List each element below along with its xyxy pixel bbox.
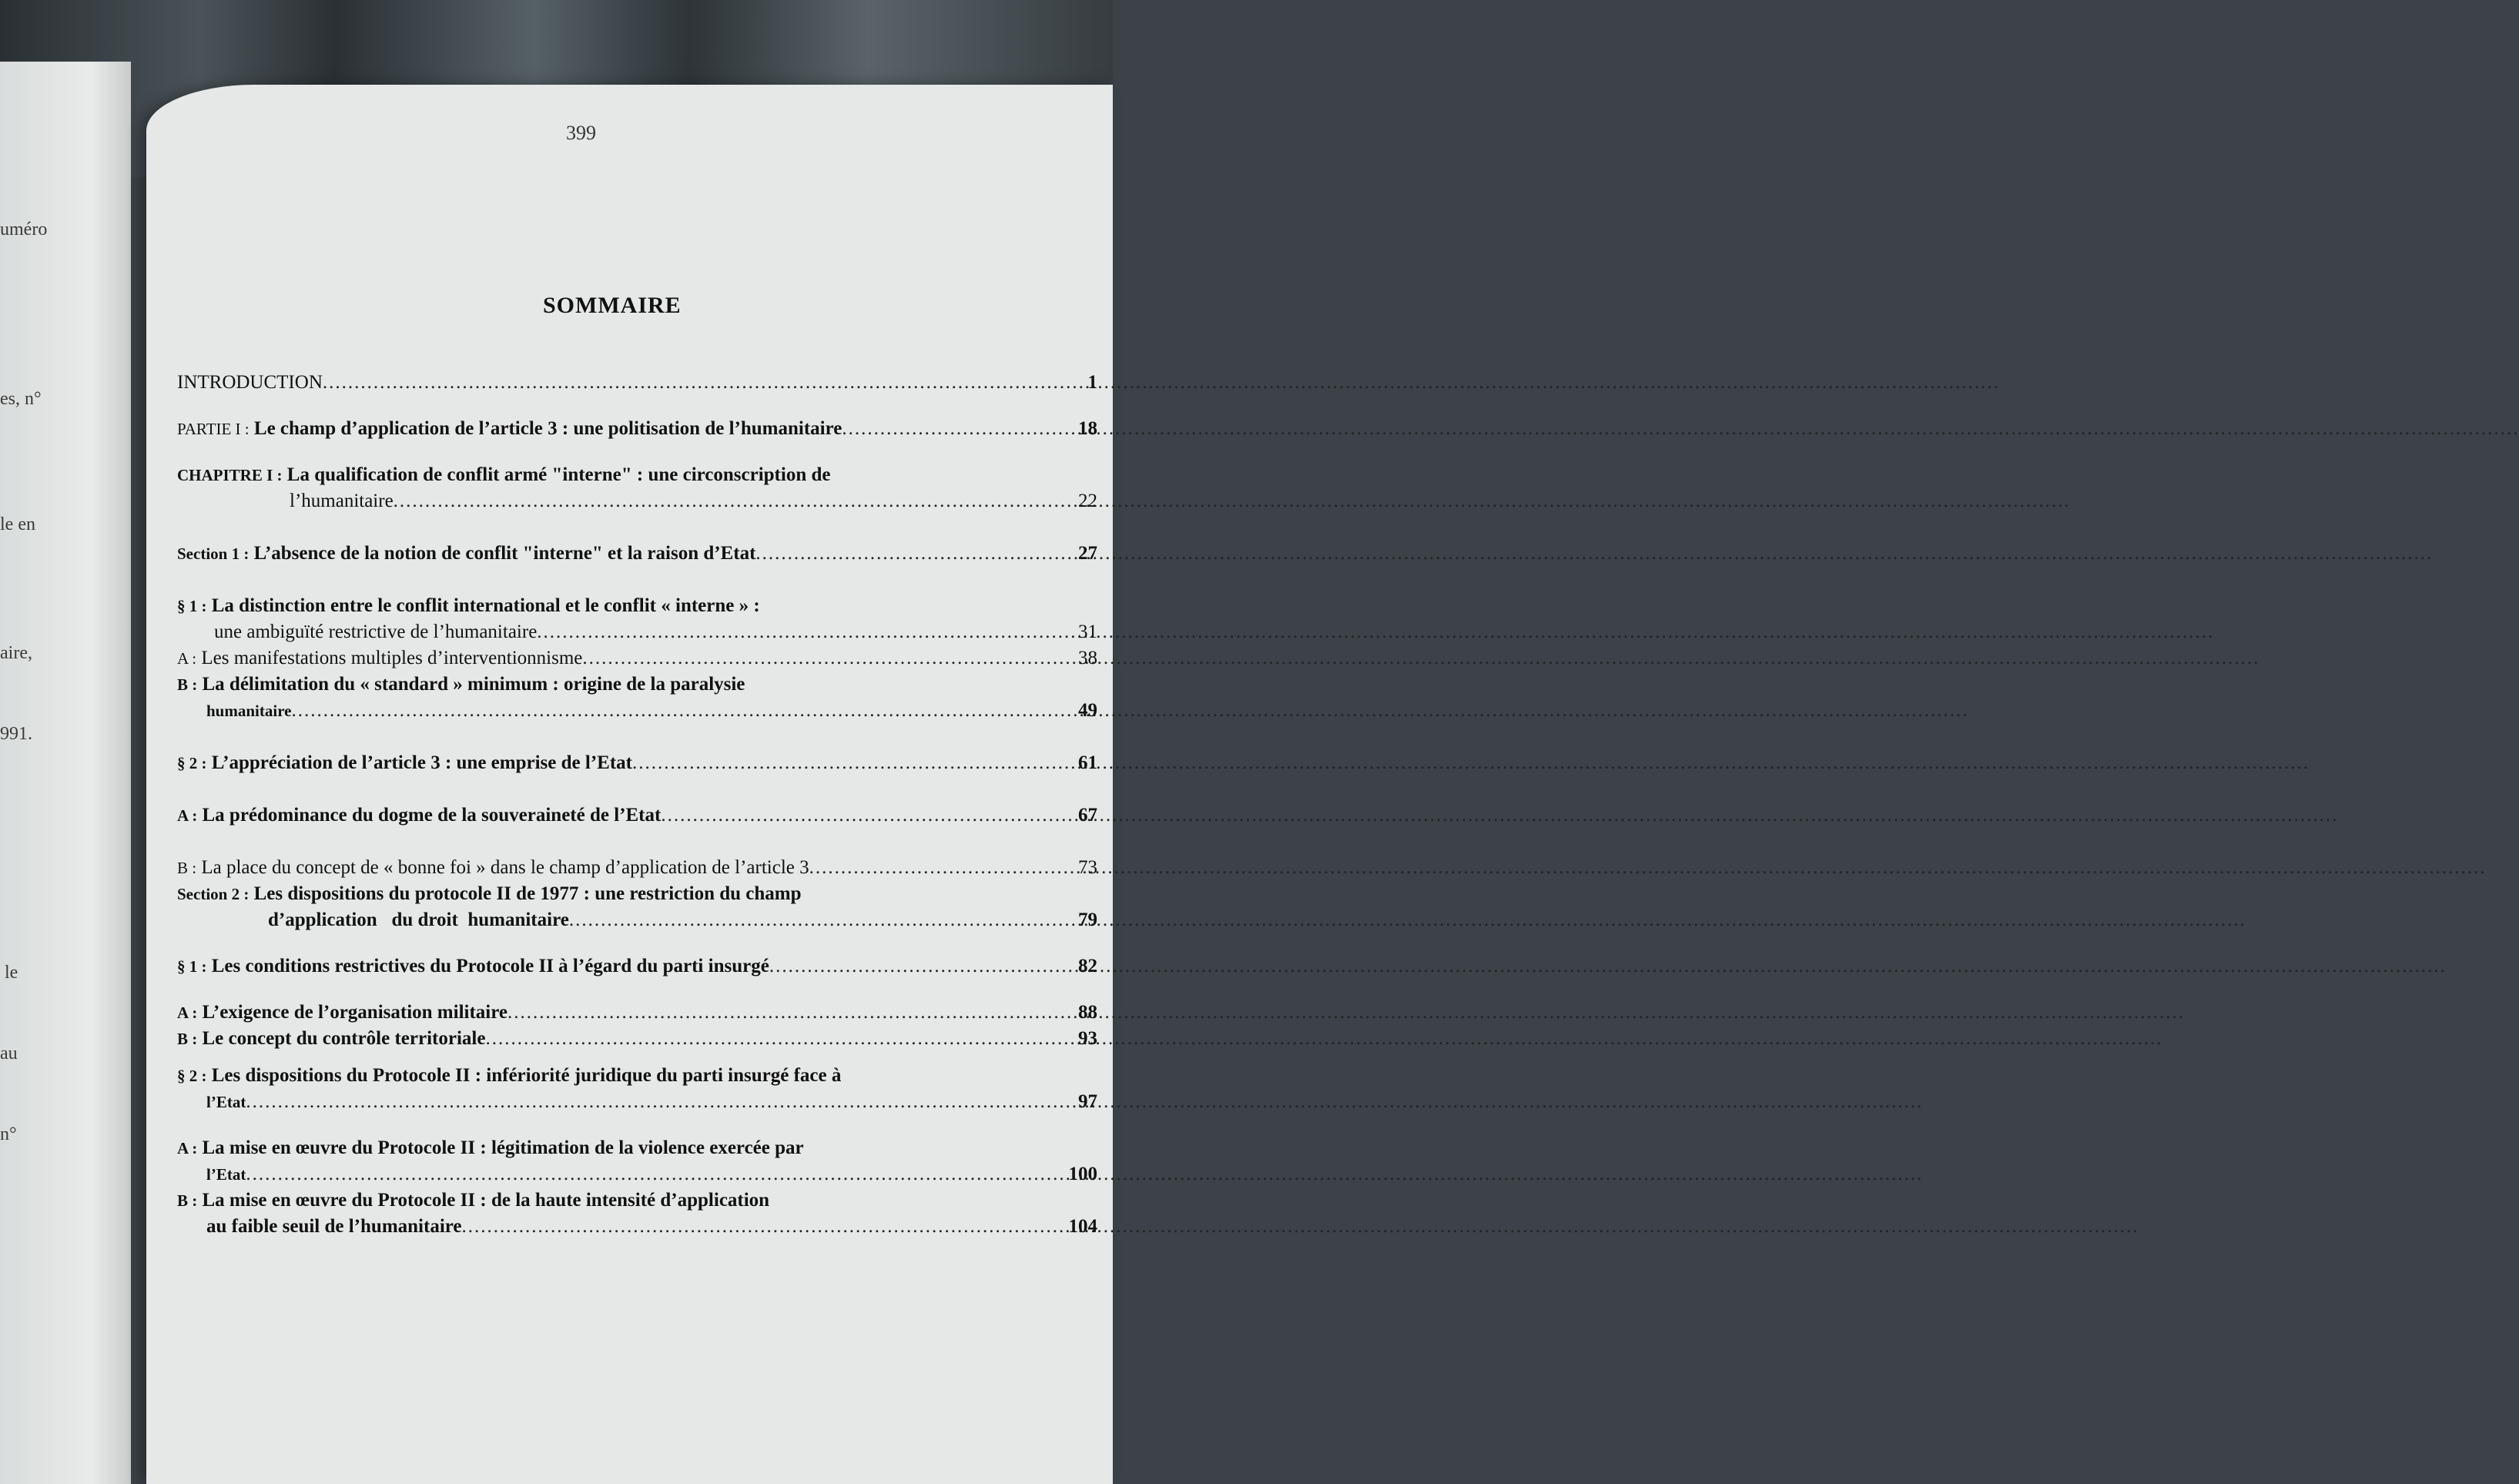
- left-page-fragment: uméro: [0, 219, 48, 240]
- toc-entry-s1-p2-a: A : La prédominance du dogme de la souveraineté de l’Etat ..... 67: [177, 802, 1097, 829]
- leader-dots: [291, 698, 1074, 724]
- left-page-fragment: n°: [0, 1124, 17, 1144]
- toc-entry-introduction: INTRODUCTION ..... 1: [177, 370, 1097, 396]
- leader-dots: [394, 488, 1074, 514]
- leader-dots: [809, 855, 1074, 881]
- page-number: 399: [566, 122, 596, 144]
- toc-page-number: 82: [1078, 956, 1097, 976]
- toc-entry-s1-p2-b: B : La place du concept de « bonne foi » dans le champ d’application de l’article 3 ..... 73: [177, 855, 1097, 881]
- toc-page-number: 22: [1078, 491, 1097, 511]
- toc-entry-s2-p2-a-cont: l’Etat ..... 100: [177, 1161, 1097, 1188]
- left-page-fragment: le: [5, 963, 18, 983]
- toc-entry-s1-p1-a: A : Les manifestations multiples d’interventionnisme ..... 38: [177, 645, 1097, 672]
- left-page-fragment: aire,: [0, 643, 32, 663]
- leader-dots: [569, 907, 1074, 933]
- toc-page-number: 38: [1078, 648, 1097, 668]
- table-of-contents: [177, 370, 1097, 1240]
- toc-page-number: 97: [1078, 1091, 1097, 1112]
- toc-page-number: 104: [1068, 1216, 1097, 1237]
- toc-page-number: 73: [1078, 857, 1097, 878]
- left-page-fragment: au: [0, 1043, 18, 1064]
- toc-entry-s2-p2-a: A : La mise en œuvre du Protocole II : légitimation de la violence exercée par: [177, 1137, 804, 1158]
- leader-dots: [755, 541, 1074, 567]
- toc-entry-s2-p2-b-cont: au faible seuil de l’humanitaire ..... 104: [177, 1214, 1097, 1240]
- toc-page-number: 31: [1078, 621, 1097, 642]
- leader-dots: [246, 1161, 1064, 1188]
- left-page-fragment: es, n°: [0, 389, 42, 409]
- left-page-fragment: le en: [0, 514, 35, 534]
- toc-entry-s1-p1-b: B : La délimitation du « standard » minimum : origine de la paralysie: [177, 674, 745, 695]
- toc-page-number: 67: [1078, 805, 1097, 826]
- leader-dots: [661, 802, 1074, 829]
- toc-entry-partie-1: PARTIE I : Le champ d’application de l’article 3 : une politisation de l’humanitaire ..... 18: [177, 416, 1097, 442]
- toc-page-number: 61: [1078, 752, 1097, 773]
- toc-page-number: 27: [1078, 543, 1097, 564]
- leader-dots: [632, 750, 1074, 776]
- previous-page: [0, 62, 131, 1484]
- toc-entry-section-2: Section 2 : Les dispositions du protocole II de 1977 : une restriction du champ: [177, 883, 802, 904]
- leader-dots: [842, 416, 1074, 442]
- toc-entry-s2-p2-b: B : La mise en œuvre du Protocole II : de la haute intensité d’application: [177, 1190, 770, 1211]
- toc-page-number: 93: [1078, 1028, 1097, 1049]
- toc-page-number: 79: [1078, 909, 1097, 930]
- toc-page-number: 18: [1078, 418, 1097, 439]
- leader-dots: [246, 1089, 1074, 1115]
- leader-dots: [769, 953, 1074, 980]
- toc-entry-chapitre-1-cont: l’humanitaire ..... 22: [177, 488, 1097, 514]
- toc-page-number: 100: [1068, 1164, 1097, 1184]
- toc-entry-s2-paragraph-1: § 1 : Les conditions restrictives du Protocole II à l’égard du parti insurgé ..... 82: [177, 953, 1097, 980]
- toc-entry-section-1: Section 1 : L’absence de la notion de conflit "interne" et la raison d’Etat ..... 27: [177, 541, 1097, 567]
- toc-entry-s1-paragraph-2: § 2 : L’appréciation de l’article 3 : une emprise de l’Etat ..... 61: [177, 750, 1097, 776]
- toc-entry-section-2-cont: d’application du droit humanitaire ..... 79: [177, 907, 1097, 933]
- leader-dots: [485, 1026, 1074, 1052]
- toc-page-number: 49: [1078, 700, 1097, 721]
- page-title: SOMMAIRE: [543, 293, 682, 318]
- toc-entry-s1-p1-b-cont: humanitaire ..... 49: [177, 698, 1097, 724]
- leader-dots: [537, 619, 1074, 645]
- toc-entry-s1-paragraph-1-cont: une ambiguïté restrictive de l’humanitaire ..... 31: [177, 619, 1097, 645]
- toc-entry-s2-p1-a: A : L’exigence de l’organisation militaire ..... 88: [177, 1000, 1097, 1026]
- toc-entry-chapitre-1: CHAPITRE I : La qualification de conflit armé "interne" : une circonscription de: [177, 464, 831, 485]
- leader-dots: [462, 1214, 1064, 1240]
- book-page: [146, 85, 1113, 1484]
- toc-entry-s2-paragraph-2: § 2 : Les dispositions du Protocole II : infériorité juridique du parti insurgé face à: [177, 1065, 842, 1086]
- toc-entry-s1-paragraph-1: § 1 : La distinction entre le conflit international et le conflit « interne » :: [177, 595, 760, 616]
- toc-entry-s2-p1-b: B : Le concept du contrôle territoriale ..... 93: [177, 1026, 1097, 1052]
- toc-page-number: 88: [1078, 1002, 1097, 1023]
- toc-entry-s2-paragraph-2-cont: l’Etat ..... 97: [177, 1089, 1097, 1115]
- leader-dots: [323, 370, 1084, 396]
- leader-dots: [582, 645, 1074, 672]
- leader-dots: [507, 1000, 1074, 1026]
- toc-page-number: 1: [1087, 372, 1097, 393]
- left-page-fragment: 991.: [0, 724, 32, 744]
